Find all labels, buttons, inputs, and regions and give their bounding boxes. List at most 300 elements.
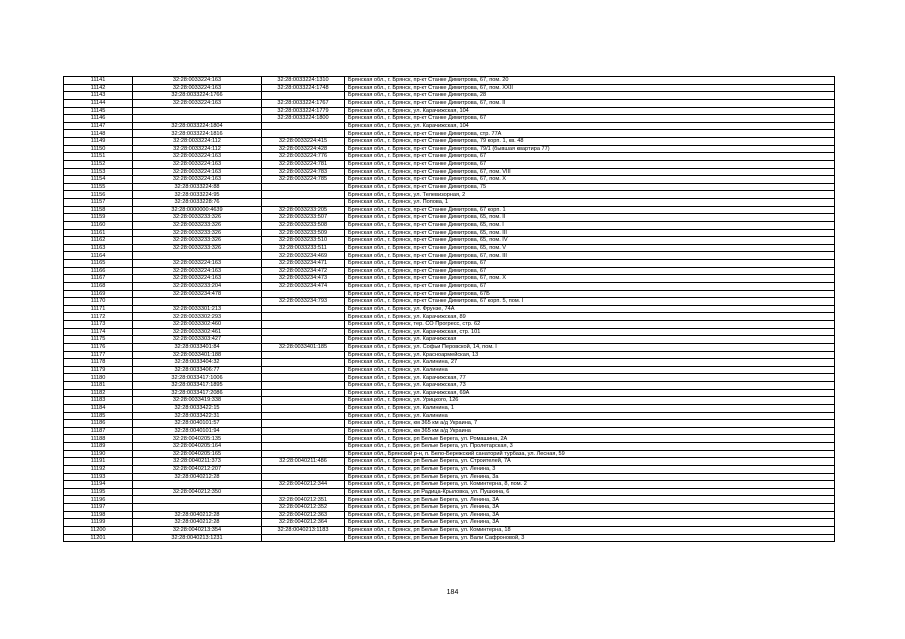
address-cell: Брянская обл., г. Брянск, пр-кт Станке Димитрова, 65, пом. II [345, 214, 835, 222]
page-number: 184 [446, 589, 459, 596]
table-row [64, 122, 835, 130]
table-row [64, 374, 835, 382]
row-number-cell: 11198 [64, 511, 133, 519]
address-cell: Брянская обл., г. Брянск, пр-кт Станке Димитрова, 67 [345, 160, 835, 168]
parcel-number-cell: 32:28:0033233:326 [133, 214, 262, 222]
row-number-cell: 11193 [64, 473, 133, 481]
parcel-number-cell: 32:28:0040205:165 [133, 450, 262, 458]
address-cell: Брянская обл., г. Брянск, пр-кт Станке Димитрова, 67 [345, 115, 835, 123]
object-number-cell [262, 290, 345, 298]
parcel-number-cell: 32:28:0033224:163 [133, 275, 262, 283]
row-number-cell: 11147 [64, 122, 133, 130]
table-row [64, 496, 835, 504]
address-cell: Брянская обл., г. Брянск, рп Белые Берега, ул. Пролетарская, 3 [345, 443, 835, 451]
object-number-cell: 32:28:0033224:1767 [262, 99, 345, 107]
object-number-cell [262, 92, 345, 100]
table-row [64, 160, 835, 168]
row-number-cell: 11171 [64, 305, 133, 313]
parcel-number-cell: 32:28:0033233:326 [133, 221, 262, 229]
address-cell: Брянская обл., г. Брянск, ул. Калинина [345, 412, 835, 420]
table-row [64, 504, 835, 512]
object-number-cell: 32:28:0033233:509 [262, 229, 345, 237]
parcel-number-cell: 32:28:0040213:354 [133, 526, 262, 534]
parcel-number-cell: 32:28:0033228:76 [133, 199, 262, 207]
parcel-number-cell: 32:28:0033224:88 [133, 183, 262, 191]
parcel-number-cell: 32:28:0033224:112 [133, 145, 262, 153]
parcel-number-cell: 32:28:0040212:28 [133, 511, 262, 519]
parcel-number-cell: 32:28:0033224:163 [133, 99, 262, 107]
parcel-number-cell [133, 481, 262, 489]
object-number-cell: 32:28:0040212:351 [262, 496, 345, 504]
parcel-number-cell: 32:28:0040101:57 [133, 420, 262, 428]
object-number-cell [262, 191, 345, 199]
table-row [64, 199, 835, 207]
table-row [64, 435, 835, 443]
address-cell: Брянская обл., г. Брянск, рп Радица-Крыловка, ул. Пушкина, 6 [345, 488, 835, 496]
row-number-cell: 11182 [64, 389, 133, 397]
row-number-cell: 11157 [64, 199, 133, 207]
address-cell: Брянская обл., г. Брянск, пр-кт Станке Димитрова, 67, пом. X [345, 176, 835, 184]
address-cell: Брянская обл., г. Брянск, ул. Урицкого, 126 [345, 397, 835, 405]
parcel-number-cell: 32:28:0033224:163 [133, 160, 262, 168]
table-row [64, 382, 835, 390]
table-row [64, 313, 835, 321]
object-number-cell [262, 435, 345, 443]
row-number-cell: 11183 [64, 397, 133, 405]
object-number-cell [262, 321, 345, 329]
cadastral-table-body [64, 77, 835, 542]
address-cell: Брянская обл., г. Брянск, пр-кт Станке Димитрова, 65, пом. IV [345, 237, 835, 245]
parcel-number-cell: 32:28:0033233:326 [133, 244, 262, 252]
address-cell: Брянская обл., г. Брянск, пр-кт Станке Димитрова, 75 [345, 183, 835, 191]
address-cell: Брянская обл., г. Брянск, ул. Калинина, 27 [345, 359, 835, 367]
address-cell: Брянская обл., г. Брянск, пр-кт Станке Димитрова, 67 [345, 282, 835, 290]
address-cell: Брянская обл., г. Брянск, рп Белые Берега, ул. Ленина, 3А [345, 511, 835, 519]
row-number-cell: 11154 [64, 176, 133, 184]
table-row [64, 183, 835, 191]
address-cell: Брянская обл., г. Брянск, рп Белые Берега, ул. Ленина, 3А [345, 504, 835, 512]
row-number-cell: 11192 [64, 465, 133, 473]
parcel-number-cell: 32:28:0033234:478 [133, 290, 262, 298]
address-cell: Брянская обл., г. Брянск, рп Белые Берега, ул. Вали Сафроновой, 3 [345, 534, 835, 542]
address-cell: Брянская обл., г. Брянск, пр-кт Станке Димитрова, 67 корп. 1 [345, 206, 835, 214]
parcel-number-cell: 32:28:0040212:28 [133, 519, 262, 527]
object-number-cell [262, 359, 345, 367]
row-number-cell: 11190 [64, 450, 133, 458]
object-number-cell: 32:28:0033233:511 [262, 244, 345, 252]
address-cell: Брянская обл., г. Брянск, рп Белые Берега, ул. Ленина, 3а [345, 473, 835, 481]
parcel-number-cell: 32:28:0040213:1231 [133, 534, 262, 542]
parcel-number-cell: 32:28:0033302:293 [133, 313, 262, 321]
object-number-cell: 32:28:0033234:469 [262, 252, 345, 260]
object-number-cell: 32:28:0033233:510 [262, 237, 345, 245]
table-row [64, 214, 835, 222]
table-row [64, 107, 835, 115]
parcel-number-cell: 32:28:0033401:188 [133, 351, 262, 359]
table-row [64, 153, 835, 161]
parcel-number-cell: 32:28:0040205:135 [133, 435, 262, 443]
object-number-cell: 32:28:0033233:205 [262, 206, 345, 214]
row-number-cell: 11149 [64, 138, 133, 146]
object-number-cell: 32:28:0033224:783 [262, 168, 345, 176]
parcel-number-cell: 32:28:0033224:163 [133, 153, 262, 161]
object-number-cell: 32:28:0033233:507 [262, 214, 345, 222]
object-number-cell: 32:28:0033234:473 [262, 275, 345, 283]
object-number-cell [262, 122, 345, 130]
address-cell: Брянская обл., г. Брянск, пр-кт Станке Димитрова, 67 [345, 267, 835, 275]
object-number-cell: 32:28:0033234:471 [262, 260, 345, 268]
address-cell: Брянская обл., г. Брянск, ул. Карачижская, 73 [345, 382, 835, 390]
object-number-cell [262, 412, 345, 420]
row-number-cell: 11169 [64, 290, 133, 298]
row-number-cell: 11168 [64, 282, 133, 290]
parcel-number-cell: 32:28:0033302:461 [133, 328, 262, 336]
table-row [64, 465, 835, 473]
parcel-number-cell: 32:28:0040212:350 [133, 488, 262, 496]
table-row [64, 305, 835, 313]
parcel-number-cell: 32:28:0033224:163 [133, 84, 262, 92]
address-cell: Брянская обл., г. Брянск, км 365 км а/д Украина [345, 427, 835, 435]
address-cell: Брянская обл., г. Брянск, ул. Телевизорная, 2 [345, 191, 835, 199]
row-number-cell: 11160 [64, 221, 133, 229]
object-number-cell [262, 420, 345, 428]
table-row [64, 191, 835, 199]
row-number-cell: 11146 [64, 115, 133, 123]
row-number-cell: 11158 [64, 206, 133, 214]
parcel-number-cell: 32:28:0040101:94 [133, 427, 262, 435]
row-number-cell: 11184 [64, 404, 133, 412]
row-number-cell: 11179 [64, 366, 133, 374]
address-cell: Брянская обл., Брянский р-н, п. Бело-Бережский санаторий турбаза, ул. Лесная, 59 [345, 450, 835, 458]
parcel-number-cell [133, 107, 262, 115]
object-number-cell [262, 534, 345, 542]
cadastral-table [63, 76, 835, 542]
table-row [64, 206, 835, 214]
address-cell: Брянская обл., г. Брянск, ул. Карачижская, 104 [345, 107, 835, 115]
row-number-cell: 11172 [64, 313, 133, 321]
parcel-number-cell: 32:28:0033224:163 [133, 267, 262, 275]
address-cell: Брянская обл., г. Брянск, пр-кт Станке Димитрова, 67, пом. 20 [345, 77, 835, 85]
table-row [64, 481, 835, 489]
object-number-cell: 32:28:0033224:781 [262, 160, 345, 168]
parcel-number-cell: 32:28:0033233:326 [133, 229, 262, 237]
table-row [64, 519, 835, 527]
object-number-cell [262, 366, 345, 374]
address-cell: Брянская обл., г. Брянск, пр-кт Станке Димитрова, 67 [345, 153, 835, 161]
parcel-number-cell: 32:28:0033224:163 [133, 168, 262, 176]
parcel-number-cell [133, 298, 262, 306]
object-number-cell [262, 488, 345, 496]
row-number-cell: 11166 [64, 267, 133, 275]
row-number-cell: 11186 [64, 420, 133, 428]
row-number-cell: 11142 [64, 84, 133, 92]
table-row [64, 260, 835, 268]
address-cell: Брянская обл., г. Брянск, ул. Калинина [345, 366, 835, 374]
parcel-number-cell: 32:28:0040212:28 [133, 473, 262, 481]
table-row [64, 458, 835, 466]
parcel-number-cell: 32:28:0033422:15 [133, 404, 262, 412]
object-number-cell [262, 465, 345, 473]
parcel-number-cell: 32:28:0033224:95 [133, 191, 262, 199]
row-number-cell: 11151 [64, 153, 133, 161]
address-cell: Брянская обл., г. Брянск, ул. Карачижская, 77 [345, 374, 835, 382]
object-number-cell [262, 404, 345, 412]
address-cell: Брянская обл., г. Брянск, пр-кт Станке Димитрова, 67 корп. 5, пом. I [345, 298, 835, 306]
row-number-cell: 11185 [64, 412, 133, 420]
table-row [64, 115, 835, 123]
table-row [64, 534, 835, 542]
object-number-cell [262, 351, 345, 359]
object-number-cell [262, 183, 345, 191]
address-cell: Брянская обл., г. Брянск, км 365 км а/д Украина, 7 [345, 420, 835, 428]
address-cell: Брянская обл., г. Брянск, ул. Калинина, 1 [345, 404, 835, 412]
row-number-cell: 11200 [64, 526, 133, 534]
parcel-number-cell: 32:28:0040212:207 [133, 465, 262, 473]
table-row [64, 511, 835, 519]
table-row [64, 450, 835, 458]
parcel-number-cell: 32:28:0033404:32 [133, 359, 262, 367]
parcel-number-cell: 32:28:0033417:1895 [133, 382, 262, 390]
row-number-cell: 11170 [64, 298, 133, 306]
object-number-cell [262, 313, 345, 321]
address-cell: Брянская обл., г. Брянск, ул. Красноармейская, 13 [345, 351, 835, 359]
table-row [64, 84, 835, 92]
address-cell: Брянская обл., г. Брянск, пр-кт Станке Димитрова, 67, пом. X [345, 275, 835, 283]
row-number-cell: 11152 [64, 160, 133, 168]
table-row [64, 244, 835, 252]
table-row [64, 168, 835, 176]
parcel-number-cell [133, 504, 262, 512]
row-number-cell: 11181 [64, 382, 133, 390]
address-cell: Брянская обл., г. Брянск, рп Белые Берега, ул. Ленина, 3 [345, 465, 835, 473]
table-row [64, 328, 835, 336]
object-number-cell: 32:28:0040212:344 [262, 481, 345, 489]
row-number-cell: 11173 [64, 321, 133, 329]
table-row [64, 526, 835, 534]
row-number-cell: 11148 [64, 130, 133, 138]
address-cell: Брянская обл., г. Брянск, рп Белые Берега, ул. Ленина, 3А [345, 496, 835, 504]
object-number-cell: 32:28:0033233:508 [262, 221, 345, 229]
object-number-cell: 32:28:0033401:185 [262, 343, 345, 351]
parcel-number-cell: 32:28:0033419:338 [133, 397, 262, 405]
parcel-number-cell: 32:28:0040205:164 [133, 443, 262, 451]
address-cell: Брянская обл., г. Брянск, рп Белые Берега, ул. Коминтерна, 8, пом. 2 [345, 481, 835, 489]
row-number-cell: 11180 [64, 374, 133, 382]
row-number-cell: 11161 [64, 229, 133, 237]
address-cell: Брянская обл., г. Брянск, пр-кт Станке Димитрова, 65, пом. V [345, 244, 835, 252]
row-number-cell: 11141 [64, 77, 133, 85]
table-row [64, 488, 835, 496]
table-row [64, 389, 835, 397]
row-number-cell: 11153 [64, 168, 133, 176]
table-row [64, 267, 835, 275]
row-number-cell: 11167 [64, 275, 133, 283]
row-number-cell: 11156 [64, 191, 133, 199]
address-cell: Брянская обл., г. Брянск, пр-кт Станке Димитрова, стр. 77А [345, 130, 835, 138]
parcel-number-cell: 32:28:0033406:77 [133, 366, 262, 374]
object-number-cell: 32:28:0033224:785 [262, 176, 345, 184]
parcel-number-cell: 32:28:0040211:373 [133, 458, 262, 466]
address-cell: Брянская обл., г. Брянск, пр-кт Станке Димитрова, 67Б [345, 290, 835, 298]
address-cell: Брянская обл., г. Брянск, пр-кт Станке Димитрова, 67, пом. III [345, 252, 835, 260]
object-number-cell [262, 305, 345, 313]
address-cell: Брянская обл., г. Брянск, пр-кт Станке Димитрова, 28 [345, 92, 835, 100]
parcel-number-cell: 32:28:0000000:4639 [133, 206, 262, 214]
table-row [64, 404, 835, 412]
object-number-cell: 32:28:0033224:1800 [262, 115, 345, 123]
row-number-cell: 11155 [64, 183, 133, 191]
parcel-number-cell [133, 115, 262, 123]
parcel-number-cell: 32:28:0033224:112 [133, 138, 262, 146]
address-cell: Брянская обл., г. Брянск, рп Белые Берега, ул. Коминтерна, 18 [345, 526, 835, 534]
table-row [64, 366, 835, 374]
address-cell: Брянская обл., г. Брянск, пр-кт Станке Димитрова, 65, пом. III [345, 229, 835, 237]
row-number-cell: 11144 [64, 99, 133, 107]
object-number-cell: 32:28:0033224:776 [262, 153, 345, 161]
table-row [64, 282, 835, 290]
parcel-number-cell: 32:28:0033302:460 [133, 321, 262, 329]
address-cell: Брянская обл., г. Брянск, пр-кт Станке Димитрова, 79/1 (бывшая квартира 77) [345, 145, 835, 153]
row-number-cell: 11189 [64, 443, 133, 451]
parcel-number-cell: 32:28:0033417:1006 [133, 374, 262, 382]
table-row [64, 275, 835, 283]
row-number-cell: 11150 [64, 145, 133, 153]
address-cell: Брянская обл., г. Брянск, рп Белые Берега, ул. Строителей, 7А [345, 458, 835, 466]
parcel-number-cell: 32:28:0033224:163 [133, 77, 262, 85]
table-row [64, 130, 835, 138]
table-row [64, 290, 835, 298]
table-row [64, 221, 835, 229]
table-row [64, 138, 835, 146]
row-number-cell: 11195 [64, 488, 133, 496]
parcel-number-cell: 32:28:0033303:427 [133, 336, 262, 344]
row-number-cell: 11143 [64, 92, 133, 100]
object-number-cell [262, 328, 345, 336]
address-cell: Брянская обл., г. Брянск, ул. Фрунзе, 74А [345, 305, 835, 313]
address-cell: Брянская обл., г. Брянск, ул. Карачижская, 104 [345, 122, 835, 130]
address-cell: Брянская обл., г. Брянск, ул. Карачижская, стр. 101 [345, 328, 835, 336]
row-number-cell: 11174 [64, 328, 133, 336]
parcel-number-cell: 32:28:0033233:326 [133, 237, 262, 245]
row-number-cell: 11175 [64, 336, 133, 344]
row-number-cell: 11196 [64, 496, 133, 504]
table-row [64, 229, 835, 237]
table-row [64, 145, 835, 153]
row-number-cell: 11177 [64, 351, 133, 359]
object-number-cell [262, 450, 345, 458]
table-row [64, 92, 835, 100]
parcel-number-cell: 32:28:0033224:163 [133, 260, 262, 268]
object-number-cell: 32:28:0033234:474 [262, 282, 345, 290]
object-number-cell: 32:28:0033234:793 [262, 298, 345, 306]
row-number-cell: 11201 [64, 534, 133, 542]
address-cell: Брянская обл., г. Брянск, пр-кт Станке Димитрова, 79 корп. 1, кв. 48 [345, 138, 835, 146]
parcel-number-cell: 32:28:0033233:204 [133, 282, 262, 290]
table-row [64, 412, 835, 420]
table-row [64, 176, 835, 184]
parcel-number-cell: 32:28:0033224:1766 [133, 92, 262, 100]
table-row [64, 473, 835, 481]
table-row [64, 237, 835, 245]
table-row [64, 443, 835, 451]
object-number-cell: 32:28:0040212:352 [262, 504, 345, 512]
object-number-cell [262, 443, 345, 451]
parcel-number-cell: 32:28:0033417:2086 [133, 389, 262, 397]
object-number-cell: 32:28:0040212:364 [262, 519, 345, 527]
address-cell: Брянская обл., г. Брянск, тер. СО Прогресс, стр. 62 [345, 321, 835, 329]
row-number-cell: 11191 [64, 458, 133, 466]
object-number-cell: 32:28:0040213:1183 [262, 526, 345, 534]
address-cell: Брянская обл., г. Брянск, пр-кт Станке Димитрова, 67, пом. VIII [345, 168, 835, 176]
table-row [64, 359, 835, 367]
row-number-cell: 11159 [64, 214, 133, 222]
table-row [64, 420, 835, 428]
table-row [64, 321, 835, 329]
table-row [64, 298, 835, 306]
row-number-cell: 11176 [64, 343, 133, 351]
row-number-cell: 11162 [64, 237, 133, 245]
parcel-number-cell: 32:28:0033422:31 [133, 412, 262, 420]
parcel-number-cell: 32:28:0033224:1816 [133, 130, 262, 138]
row-number-cell: 11194 [64, 481, 133, 489]
table-row [64, 252, 835, 260]
address-cell: Брянская обл., г. Брянск, пр-кт Станке Димитрова, 67, пом. II [345, 99, 835, 107]
parcel-number-cell: 32:28:0033401:84 [133, 343, 262, 351]
row-number-cell: 11165 [64, 260, 133, 268]
row-number-cell: 11163 [64, 244, 133, 252]
row-number-cell: 11164 [64, 252, 133, 260]
table-row [64, 397, 835, 405]
object-number-cell: 32:28:0033224:428 [262, 145, 345, 153]
object-number-cell [262, 382, 345, 390]
address-cell: Брянская обл., г. Брянск, ул. Карачижская, 69А [345, 389, 835, 397]
object-number-cell: 32:28:0033224:1748 [262, 84, 345, 92]
object-number-cell: 32:28:0033224:1310 [262, 77, 345, 85]
table-row [64, 77, 835, 85]
object-number-cell: 32:28:0033224:1779 [262, 107, 345, 115]
row-number-cell: 11188 [64, 435, 133, 443]
row-number-cell: 11199 [64, 519, 133, 527]
table-row [64, 343, 835, 351]
parcel-number-cell [133, 496, 262, 504]
table-row [64, 336, 835, 344]
object-number-cell [262, 473, 345, 481]
row-number-cell: 11197 [64, 504, 133, 512]
table-row [64, 427, 835, 435]
row-number-cell: 11178 [64, 359, 133, 367]
address-cell: Брянская обл., г. Брянск, ул. Карачижская, 89 [345, 313, 835, 321]
table-row [64, 351, 835, 359]
address-cell: Брянская обл., г. Брянск, пр-кт Станке Димитрова, 65, пом. I [345, 221, 835, 229]
object-number-cell: 32:28:0040212:363 [262, 511, 345, 519]
address-cell: Брянская обл., г. Брянск, ул. Попова, 1 [345, 199, 835, 207]
parcel-number-cell: 32:28:0033301:213 [133, 305, 262, 313]
object-number-cell: 32:28:0033234:472 [262, 267, 345, 275]
object-number-cell: 32:28:0033224:415 [262, 138, 345, 146]
object-number-cell [262, 199, 345, 207]
object-number-cell [262, 427, 345, 435]
parcel-number-cell [133, 252, 262, 260]
parcel-number-cell: 32:28:0033224:1804 [133, 122, 262, 130]
address-cell: Брянская обл., г. Брянск, рп Белые Берега, ул. Ленина, 3А [345, 519, 835, 527]
row-number-cell: 11145 [64, 107, 133, 115]
address-cell: Брянская обл., г. Брянск, рп Белые Берега, ул. Ромашина, 2А [345, 435, 835, 443]
row-number-cell: 11187 [64, 427, 133, 435]
table-row [64, 99, 835, 107]
address-cell: Брянская обл., г. Брянск, ул. Софьи Перовской, 14, пом. I [345, 343, 835, 351]
object-number-cell [262, 130, 345, 138]
address-cell: Брянская обл., г. Брянск, пр-кт Станке Димитрова, 67, пом. XXII [345, 84, 835, 92]
